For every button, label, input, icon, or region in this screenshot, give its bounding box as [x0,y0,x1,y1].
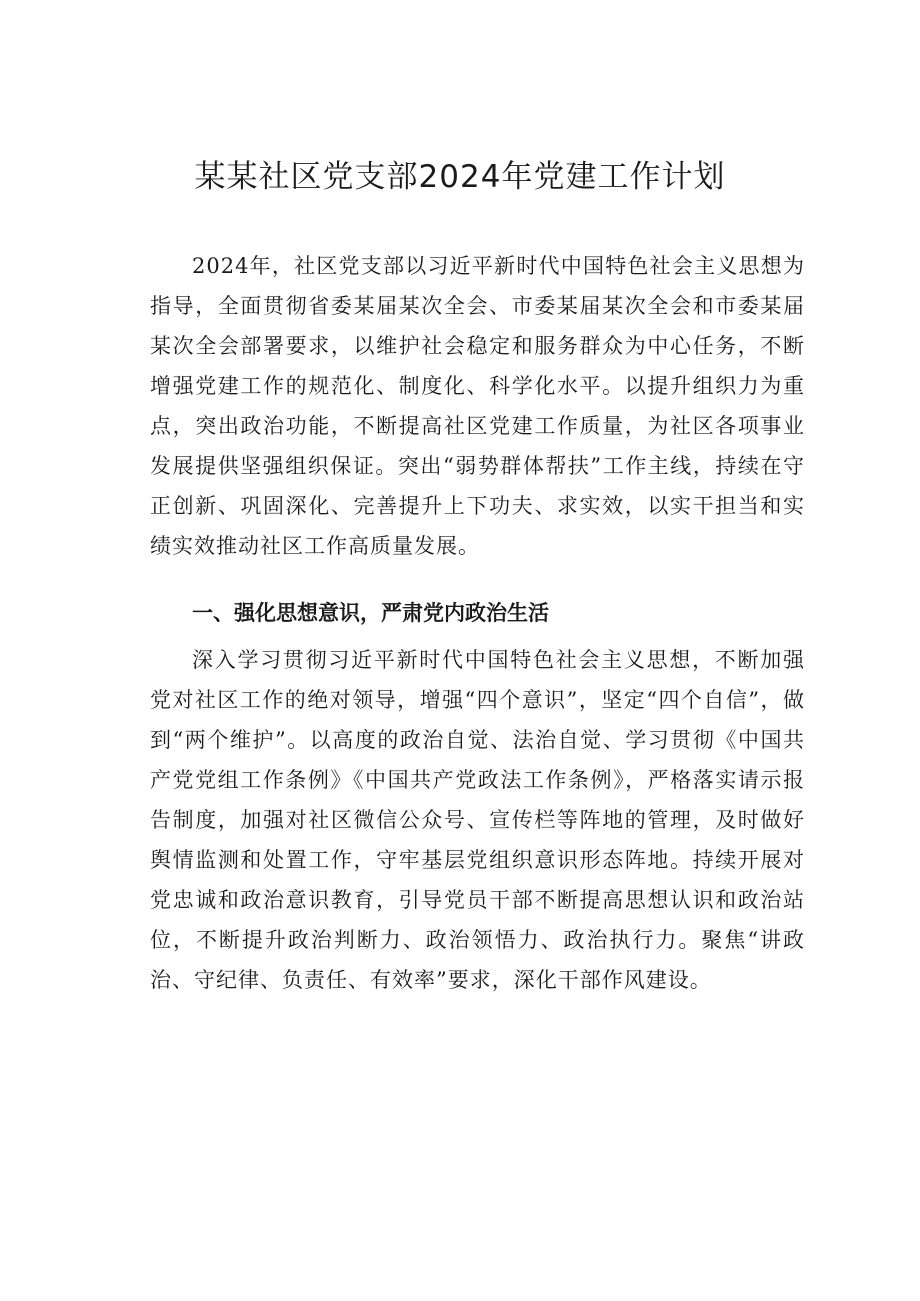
document-title: 某某社区党支部2024年党建工作计划 [194,159,726,195]
intro-paragraph: 2024年，社区党支部以习近平新时代中国特色社会主义思想为指导，全面贯彻省委某届某次全会、市委某届某次全会和市委某届某次全会部署要求，以维护社会稳定和服务群众为中心任务，不断增强党建工作的规范化、制度化、科学化水平。以提升组织力为重点，突出政治功能，不断提高社区党建工作质量，为社区各项事业发展提供坚强组织保证。突出“弱势群体帮扶”工作主线，持续在守正创新、巩固深化、完善提升上下功夫、求实效，以实干担当和实绩实效推动社区工作高质量发展。 [150,254,805,558]
section-paragraph: 深入学习贯彻习近平新时代中国特色社会主义思想，不断加强党对社区工作的绝对领导，增强“四个意识”，坚定“四个自信”，做到“两个维护”。以高度的政治自觉、法治自觉、学习贯彻《中国共产党党组工作条例》《中国共产党政法工作条例》，严格落实请示报告制度，加强对社区微信公众号、宣传栏等阵地的管理，及时做好舆情监测和处置工作，守牢基层党组织意识形态阵地。持续开展对党忠诚和政治意识教育，引导党员干部不断提高思想认识和政治站位，不断提升政治判断力、政治领悟力、政治执行力。聚焦“讲政治、守纪律、负责任、有效率”要求，深化干部作风建设。 [150,648,805,992]
section-heading: 一、强化思想意识，严肃党内政治生活 [192,601,549,625]
